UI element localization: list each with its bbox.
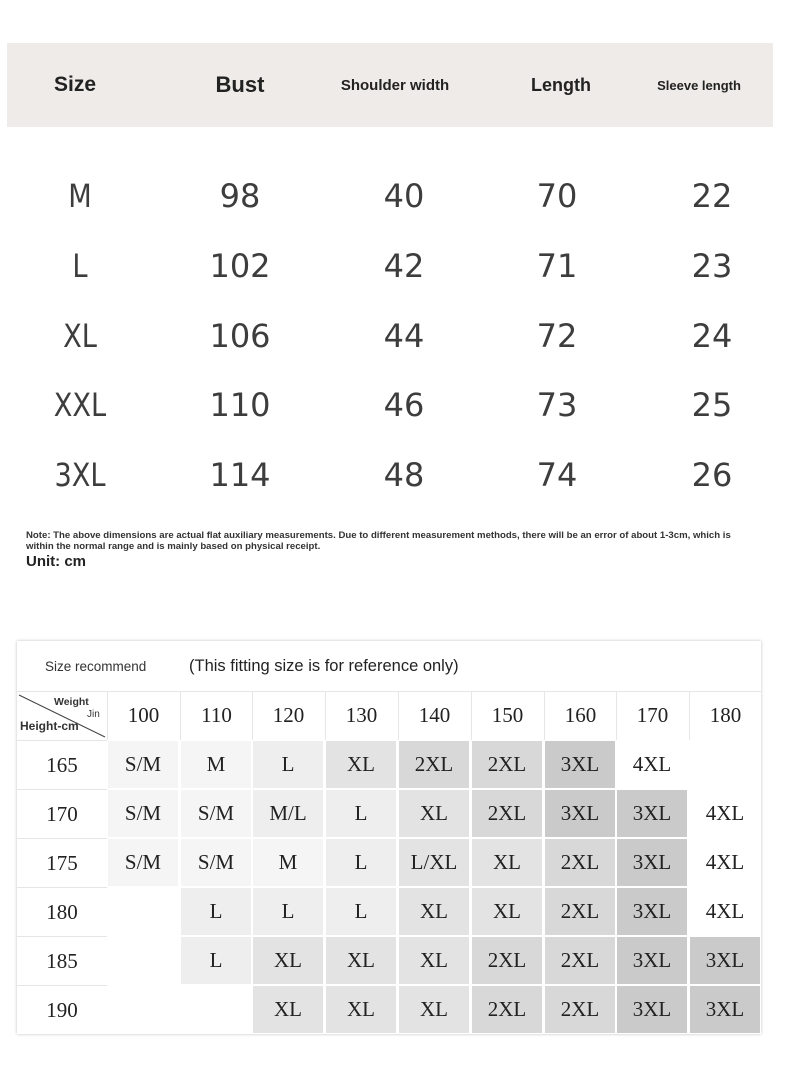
bust-cell: 98 [219,177,261,215]
bust-cell: 106 [209,317,271,355]
bust-cell: 102 [209,247,271,285]
size-recommend-cell: 3XL [616,789,688,838]
size-recommend-cell: XL [398,936,470,985]
height-cell: 165 [17,740,107,789]
size-recommend-cell: XL [325,936,397,985]
size-recommend-cell: 4XL [689,838,761,887]
size-recommend-cell: 2XL [544,936,616,985]
size-recommend-cell: S/M [180,789,252,838]
shoulder-cell: 42 [383,247,425,285]
size-recommend-cell: L [325,887,397,936]
shoulder-cell: 46 [383,386,425,424]
size-recommend-cell: 3XL [544,740,616,789]
size-recommend-cell: L/XL [398,838,470,887]
sleeve-cell: 23 [691,247,733,285]
size-recommend-cell: 3XL [616,985,688,1034]
size-recommend-cell: 3XL [616,887,688,936]
shoulder-cell: 48 [383,456,425,494]
size-recommend-cell: 2XL [471,985,543,1034]
weight-header-120: 120 [252,691,324,740]
size-cell: M [68,177,92,215]
size-chart-header [7,43,773,127]
bust-cell: 114 [209,456,271,494]
size-recommend-cell: XL [325,740,397,789]
sleeve-cell: 26 [691,456,733,494]
size-recommend-cell: 3XL [689,985,761,1034]
size-recommend-cell: S/M [107,740,179,789]
size-recommend-cell: 3XL [689,936,761,985]
size-recommend-cell: 2XL [471,936,543,985]
header-bust: Bust [215,72,265,97]
size-recommend-cell: 2XL [544,887,616,936]
height-cell: 170 [17,789,107,838]
size-recommend-cell: XL [325,985,397,1034]
size-recommend-cell: L [325,838,397,887]
bust-cell: 110 [209,386,271,424]
size-row [0,445,790,505]
weight-header-110: 110 [180,691,252,740]
size-recommend-cell: 3XL [616,936,688,985]
size-recommend-cell: 4XL [689,887,761,936]
size-recommend-cell: M [252,838,324,887]
weight-label: Weight [54,696,89,708]
size-recommend-cell: XL [471,887,543,936]
weight-header-150: 150 [471,691,543,740]
size-recommend-cell: L [252,740,324,789]
size-recommend-cell [107,936,179,985]
size-recommend-cell: L [325,789,397,838]
header-length: Length [531,74,591,95]
size-recommend-cell [180,985,252,1034]
size-recommend-cell: XL [398,985,470,1034]
corner-header [17,691,107,740]
size-recommend-cell: XL [398,789,470,838]
height-cell: 175 [17,838,107,887]
recommend-subtitle: (This fitting size is for reference only) [189,656,459,675]
size-recommend-cell: 2XL [398,740,470,789]
recommend-label: Size recommend [45,658,147,674]
measurement-note: Note: The above dimensions are actual flat auxiliary measurements. Due to different measurement methods, there will be an error of about 1-3cm, which is within the normal range and is mainly based on physical receipt. [26,530,731,552]
size-cell: XXL [53,386,107,424]
sleeve-cell: 25 [691,386,733,424]
sleeve-cell: 22 [691,177,733,215]
size-row [0,236,790,296]
size-row [0,166,790,226]
size-recommend-cell: 4XL [689,789,761,838]
size-recommend-cell: L [180,887,252,936]
size-recommend-cell: S/M [180,838,252,887]
size-recommend-cell [107,985,179,1034]
recommend-title-bar [17,641,761,692]
header-sleeve-length: Sleeve length [657,77,741,93]
weight-header-130: 130 [325,691,397,740]
weight-header-170: 170 [616,691,688,740]
size-recommend-table [17,641,761,1034]
height-cell: 185 [17,936,107,985]
shoulder-cell: 40 [383,177,425,215]
size-row [0,375,790,435]
size-recommend-cell: 2XL [544,838,616,887]
length-cell: 73 [536,386,578,424]
length-cell: 71 [536,247,578,285]
size-recommend-cell [689,740,761,789]
size-recommend-cell [107,887,179,936]
size-recommend-cell: L [252,887,324,936]
size-recommend-cell: 4XL [616,740,688,789]
shoulder-cell: 44 [383,317,425,355]
size-recommend-cell: 2XL [471,789,543,838]
sleeve-cell: 24 [691,317,733,355]
weight-header-160: 160 [544,691,616,740]
length-cell: 70 [536,177,578,215]
size-recommend-cell: 2XL [471,740,543,789]
size-recommend-cell: S/M [107,789,179,838]
height-cell: 190 [17,985,107,1034]
size-recommend-cell: 3XL [616,838,688,887]
weight-header-100: 100 [107,691,179,740]
length-cell: 72 [536,317,578,355]
size-recommend-cell: XL [471,838,543,887]
size-cell: 3XL [54,456,106,494]
header-size: Size [53,73,97,96]
size-recommend-cell: 3XL [544,789,616,838]
unit-label: Unit: cm [26,553,86,570]
height-label: Height-cm [20,719,79,733]
height-cell: 180 [17,887,107,936]
header-shoulder-width: Shoulder width [340,76,450,94]
size-cell: XL [63,317,97,355]
size-recommend-cell: XL [252,936,324,985]
size-recommend-cell: XL [398,887,470,936]
size-recommend-cell: XL [252,985,324,1034]
size-recommend-cell: M/L [252,789,324,838]
length-cell: 74 [536,456,578,494]
weight-header-140: 140 [398,691,470,740]
jin-label: Jin [87,709,100,720]
size-recommend-cell: M [180,740,252,789]
size-recommend-cell: S/M [107,838,179,887]
size-row [0,306,790,366]
weight-header-180: 180 [689,691,761,740]
size-recommend-cell: L [180,936,252,985]
size-cell: L [72,247,88,285]
size-recommend-cell: 2XL [544,985,616,1034]
